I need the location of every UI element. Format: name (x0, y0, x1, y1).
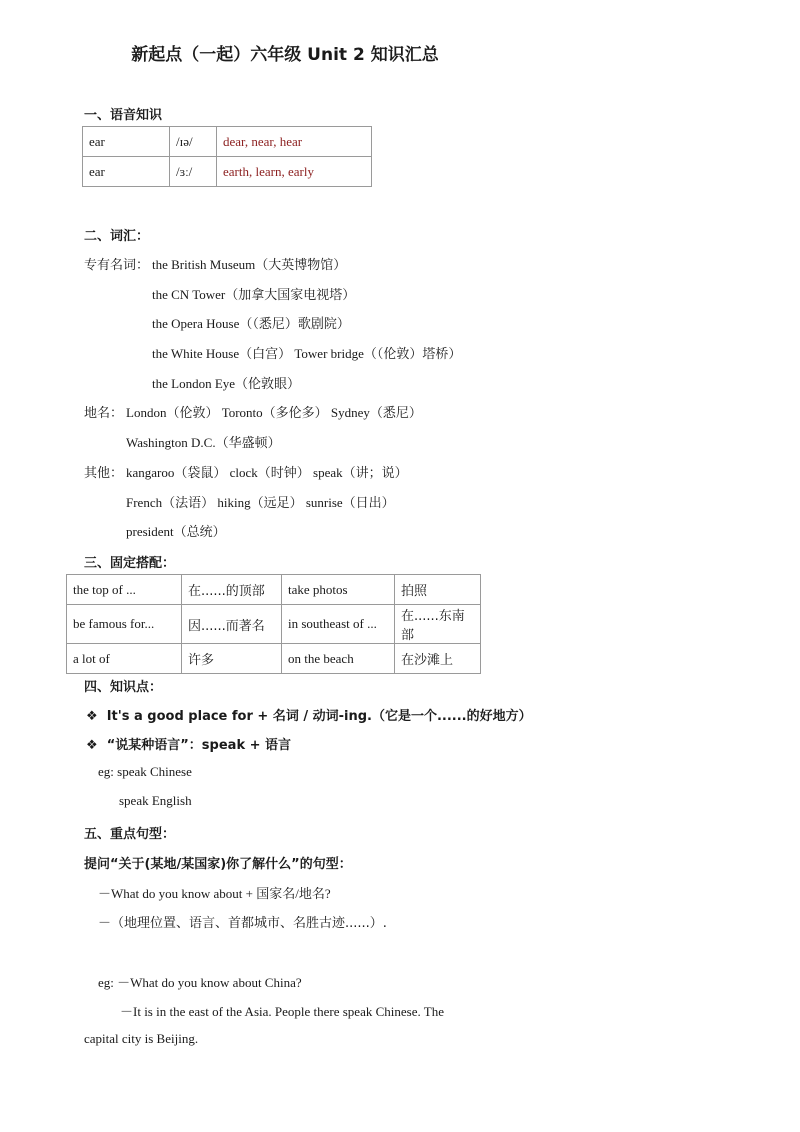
list-item: the Opera House（（悉尼）歌剧院） (152, 316, 350, 331)
list-item: the White House（白宫） Tower bridge（（伦敦）塔桥） (152, 346, 462, 361)
table-row (83, 127, 372, 157)
section-heading-phonics: 一、语音知识 (84, 108, 163, 123)
list-item: the CN Tower（加拿大国家电视塔） (152, 287, 356, 302)
table-cell: a lot of (67, 644, 182, 674)
table-cell: 在......的顶部 (182, 575, 282, 605)
list-item: Washington D.C.（华盛顿） (126, 435, 281, 450)
section-heading-key-sentences: 五、重点句型： (84, 827, 176, 842)
table-cell: the top of ... (67, 575, 182, 605)
table-cell: be famous for... (67, 605, 182, 644)
other-words-label: 其他： (84, 466, 124, 481)
knowledge-point-2 (86, 734, 291, 753)
table-cell: /ɪə/ (170, 127, 217, 157)
example-line: speak English (119, 793, 192, 808)
proper-nouns-label: 专有名词： (84, 258, 150, 273)
table-cell: /ɜː/ (170, 157, 217, 187)
table-cell: dear, near, hear (217, 127, 372, 157)
list-item: French（法语） hiking（远足） sunrise（日出） (126, 495, 395, 510)
table-row (67, 644, 481, 674)
table-cell: 拍照 (395, 575, 481, 605)
knowledge-point-text: It's a good place for + 名词 / 动词-ing.（它是一个......的好地方） (106, 709, 532, 724)
table-cell: ear (83, 157, 170, 187)
answer-pattern: －（地理位置、语言、首都城市、名胜古迹......）. (98, 916, 387, 931)
table-cell: ear (83, 127, 170, 157)
section-heading-knowledge-points: 四、知识点： (84, 680, 163, 695)
page-title: 新起点（一起）六年级 Unit 2 知识汇总 (131, 45, 439, 65)
table-cell: take photos (282, 575, 395, 605)
example-question: eg: －What do you know about China? (98, 975, 302, 990)
table-row (83, 157, 372, 187)
example-answer-line-2: capital city is Beijing. (84, 1031, 199, 1046)
diamond-bullet-icon: ❖ (86, 709, 98, 724)
knowledge-point-text: “说某种语言”：speak + 语言 (106, 738, 292, 753)
section-heading-collocations: 三、固定搭配： (84, 556, 176, 571)
question-pattern: －What do you know about + 国家名/地名? (98, 886, 331, 901)
table-cell: 在沙滩上 (395, 644, 481, 674)
knowledge-point-1 (86, 705, 532, 724)
sentence-pattern-title: 提问“关于(某地/某国家)你了解什么”的句型： (84, 857, 352, 872)
list-item: London（伦敦） Toronto（多伦多） Sydney（悉尼） (126, 405, 422, 420)
table-cell: in southeast of ... (282, 605, 395, 644)
list-item: president（总统） (126, 524, 226, 539)
phonics-table (82, 126, 372, 187)
table-cell: on the beach (282, 644, 395, 674)
table-row (67, 605, 481, 644)
collocations-table (66, 574, 481, 674)
example-answer-line-1: －It is in the east of the Asia. People there speak Chinese. The (120, 1004, 444, 1019)
example-line: eg: speak Chinese (98, 764, 192, 779)
section-heading-vocabulary: 二、词汇： (84, 229, 150, 244)
table-cell: 因......而著名 (182, 605, 282, 644)
list-item: the British Museum（大英博物馆） (152, 257, 347, 272)
place-names-label: 地名： (84, 406, 124, 421)
list-item: the London Eye（伦敦眼） (152, 376, 301, 391)
list-item: kangaroo（袋鼠） clock（时钟） speak（讲；说） (126, 465, 408, 480)
table-cell: 在......东南部 (395, 605, 481, 644)
diamond-bullet-icon: ❖ (86, 738, 98, 753)
table-cell: 许多 (182, 644, 282, 674)
table-cell: earth, learn, early (217, 157, 372, 187)
table-row (67, 575, 481, 605)
